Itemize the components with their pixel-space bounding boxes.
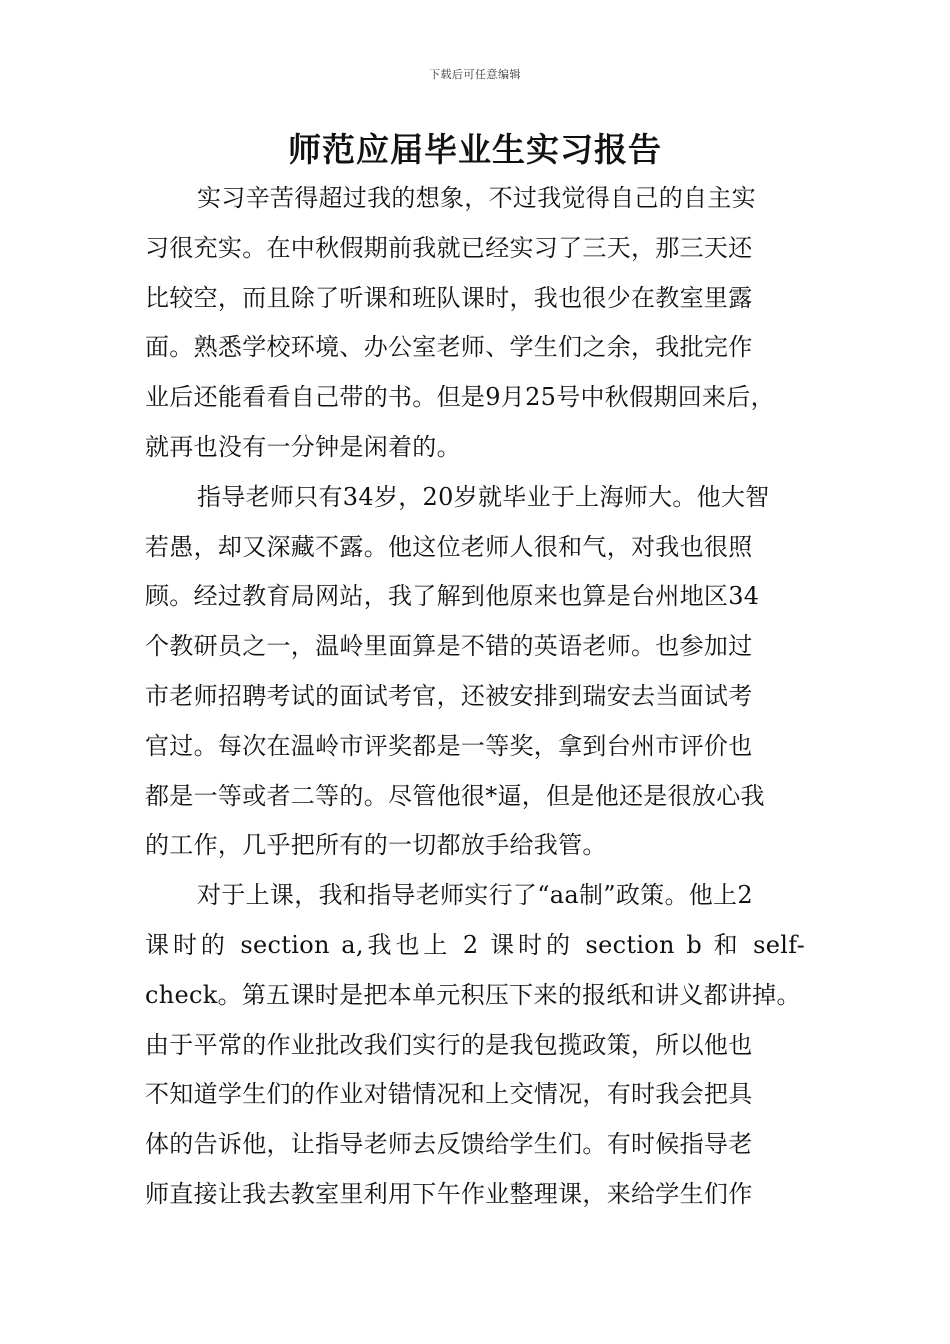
text-line: 体的告诉他，让指导老师去反馈给学生们。有时候指导老	[145, 1130, 753, 1159]
text-line: 官过。每次在温岭市评奖都是一等奖，拿到台州市评价也	[145, 731, 753, 760]
text-line: 课时的 section a,我也上 2 课时的 section b 和 self-	[145, 930, 805, 959]
text-line: 由于平常的作业批改我们实行的是我包揽政策，所以他也	[145, 1030, 753, 1059]
document-body	[145, 174, 805, 1220]
text-line: 指导老师只有34岁，20岁就毕业于上海师大。他大智	[197, 482, 770, 511]
text-line: 对于上课，我和指导老师实行了“aa制”政策。他上2	[197, 881, 753, 910]
text-line: 实习辛苦得超过我的想象，不过我觉得自己的自主实	[197, 184, 756, 212]
paragraph-1	[145, 174, 805, 473]
text-line: 不知道学生们的作业对错情况和上交情况，有时我会把具	[145, 1080, 753, 1109]
text-line: 都是一等或者二等的。尽管他很*逼，但是他还是很放心我	[145, 781, 765, 810]
text-line: 个教研员之一，温岭里面算是不错的英语老师。也参加过	[145, 632, 753, 661]
paragraph-2	[145, 473, 805, 871]
text-line: 的工作，几乎把所有的一切都放手给我管。	[145, 831, 607, 860]
text-line: 市老师招聘考试的面试考官，还被安排到瑞安去当面试考	[145, 681, 753, 710]
header-note: 下载后可任意编辑	[429, 68, 521, 81]
paragraph-3	[145, 871, 805, 1220]
text-line: check。第五课时是把本单元积压下来的报纸和讲义都讲掉。	[145, 980, 801, 1009]
text-line: 习很充实。在中秋假期前我就已经实习了三天，那三天还	[145, 233, 753, 262]
text-line: 业后还能看看自己带的书。但是9月25号中秋假期回来后，	[145, 383, 775, 412]
text-line: 面。熟悉学校环境、办公室老师、学生们之余，我批完作	[145, 333, 753, 362]
text-line: 顾。经过教育局网站，我了解到他原来也算是台州地区34	[145, 582, 760, 611]
text-line: 就再也没有一分钟是闲着的。	[145, 432, 461, 461]
text-line: 比较空，而且除了听课和班队课时，我也很少在教室里露	[145, 283, 753, 312]
document-title: 师范应届毕业生实习报告	[288, 130, 662, 169]
text-line: 师直接让我去教室里利用下午作业整理课，来给学生们作	[145, 1179, 753, 1208]
text-line: 若愚，却又深藏不露。他这位老师人很和气，对我也很照	[145, 532, 753, 561]
